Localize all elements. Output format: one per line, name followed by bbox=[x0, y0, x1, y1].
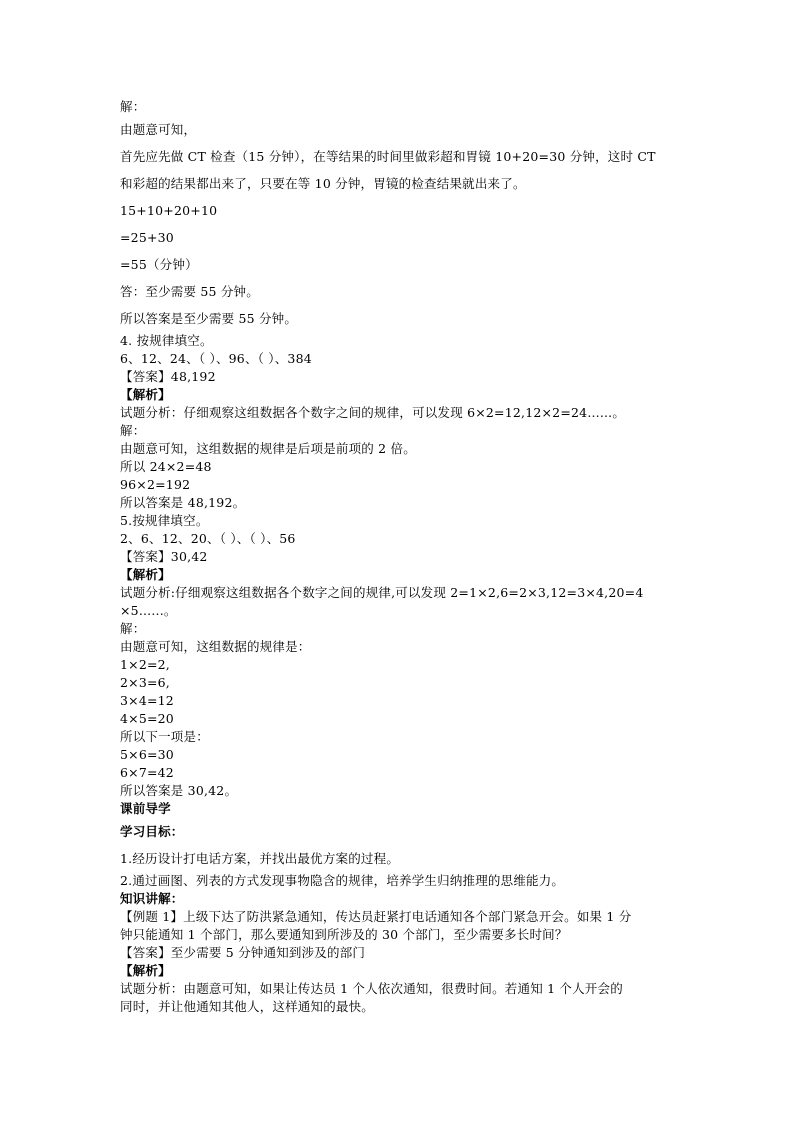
text-line: 首先应先做 CT 检查（15 分钟），在等结果的时间里做彩超和胃镜 10+20=30 分钟，这时 CT bbox=[120, 149, 656, 164]
text-line: =25+30 bbox=[120, 230, 174, 245]
text-line: 【答案】30,42 bbox=[120, 549, 208, 564]
text-line: 6、12、24、（ ）、96、（ ）、384 bbox=[120, 351, 312, 366]
text-line: 所以答案是 30,42。 bbox=[120, 783, 238, 798]
text-line: 解： bbox=[120, 423, 146, 438]
text-line: 4. 按规律填空。 bbox=[120, 333, 213, 348]
text-line: 同时，并让他通知其他人，这样通知的最快。 bbox=[120, 999, 375, 1014]
text-line: 【解析】 bbox=[120, 567, 171, 582]
text-line: 解： bbox=[120, 99, 146, 114]
text-line: 所以下一项是： bbox=[120, 729, 209, 744]
text-line: 知识讲解： bbox=[120, 891, 184, 906]
text-line: 试题分析：仔细观察这组数据各个数字之间的规律，可以发现 6×2=12,12×2=24......。 bbox=[120, 405, 626, 420]
text-line: 【解析】 bbox=[120, 387, 171, 402]
text-line: 【解析】 bbox=[120, 963, 171, 978]
text-line: 由题意可知，这组数据的规律是： bbox=[120, 639, 311, 654]
text-line: =55（分钟） bbox=[120, 257, 198, 272]
text-line: 【例题 1】上级下达了防洪紧急通知，传达员赶紧打电话通知各个部门紧急开会。如果 1 分 bbox=[120, 909, 632, 924]
text-line: 1.经历设计打电话方案，并找出最优方案的过程。 bbox=[120, 851, 400, 866]
text-line: 试题分析：由题意可知，如果让传达员 1 个人依次通知，很费时间。若通知 1 个人开会的 bbox=[120, 981, 623, 996]
text-line: 由题意可知，这组数据的规律是后项是前项的 2 倍。 bbox=[120, 441, 416, 456]
text-line: 96×2=192 bbox=[120, 477, 191, 492]
text-line: 4×5=20 bbox=[120, 711, 174, 726]
text-line: 钟只能通知 1 个部门，那么要通知到所涉及的 30 个部门，至少需要多长时间？ bbox=[120, 927, 568, 942]
text-line: 【答案】48,192 bbox=[120, 369, 216, 384]
text-line: 【答案】至少需要 5 分钟通知到涉及的部门 bbox=[120, 945, 366, 960]
text-line: 1×2=2, bbox=[120, 657, 170, 672]
text-line: 2、6、12、20、（ ）、（ ）、56 bbox=[120, 531, 296, 546]
text-line: 所以 24×2=48 bbox=[120, 459, 212, 474]
text-line: 解： bbox=[120, 621, 146, 636]
text-line: 5.按规律填空。 bbox=[120, 513, 209, 528]
text-line: 所以答案是至少需要 55 分钟。 bbox=[120, 311, 298, 326]
text-line: 课前导学 bbox=[120, 801, 171, 816]
text-line: 15+10+20+10 bbox=[120, 203, 218, 218]
text-line: 答：至少需要 55 分钟。 bbox=[120, 284, 259, 299]
text-line: 学习目标： bbox=[120, 824, 184, 839]
text-line: 所以答案是 48,192。 bbox=[120, 495, 246, 510]
text-line: 和彩超的结果都出来了，只要在等 10 分钟，胃镜的检查结果就出来了。 bbox=[120, 176, 526, 191]
document-body bbox=[120, 98, 680, 1016]
text-line: 2×3=6, bbox=[120, 675, 170, 690]
text-line: ×5......。 bbox=[120, 603, 177, 618]
text-line: 3×4=12 bbox=[120, 693, 174, 708]
text-line: 由题意可知， bbox=[120, 122, 197, 137]
text-line: 试题分析:仔细观察这组数据各个数字之间的规律,可以发现 2=1×2,6=2×3,12=3×4,20=4 bbox=[120, 585, 644, 600]
text-line: 6×7=42 bbox=[120, 765, 174, 780]
text-line: 2.通过画图、列表的方式发现事物隐含的规律，培养学生归纳推理的思维能力。 bbox=[120, 873, 565, 888]
text-line: 5×6=30 bbox=[120, 747, 174, 762]
